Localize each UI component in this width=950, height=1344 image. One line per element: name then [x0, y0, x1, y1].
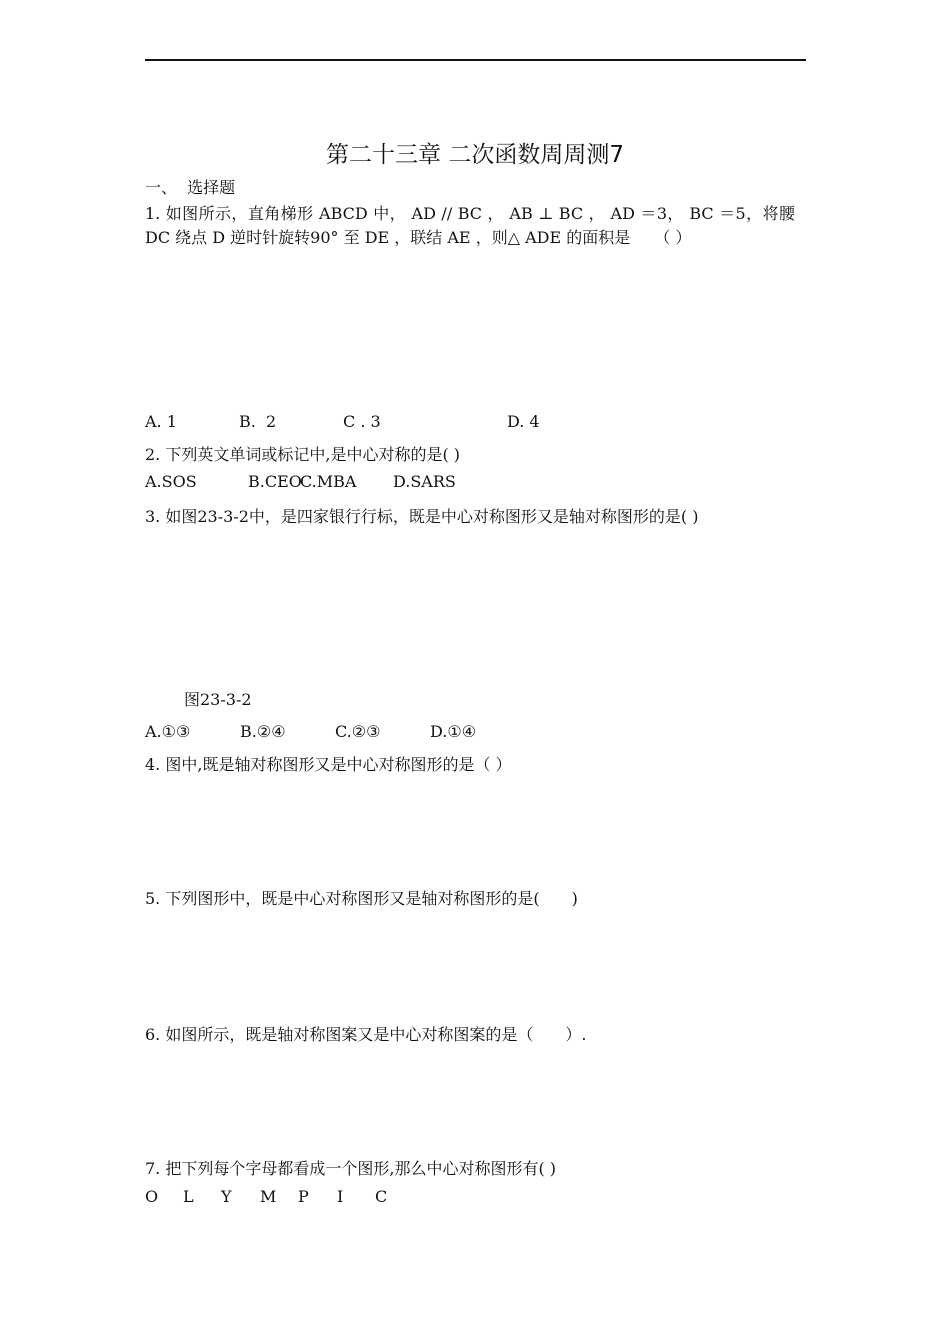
option-b: B.②④: [240, 722, 286, 741]
letter-item: I: [337, 1187, 344, 1206]
figure-caption: 图23-3-2: [184, 690, 252, 709]
header-rule: [145, 59, 806, 61]
option-d: D.①④: [430, 722, 477, 741]
letter-item: L: [183, 1187, 194, 1206]
option-d: D. 4: [507, 412, 540, 431]
option-c: C.MBA: [300, 472, 357, 491]
letter-item: C: [375, 1187, 388, 1206]
option-b: B. 2: [239, 412, 277, 431]
question-2-text: 2. 下列英文单词或标记中,是中心对称的是( ): [145, 445, 461, 464]
letter-item: M: [260, 1187, 277, 1206]
option-b: B.CEO: [248, 472, 302, 491]
option-a: A.SOS: [145, 472, 197, 491]
question-5-text: 5. 下列图形中，既是中心对称图形又是轴对称图形的是( ): [145, 889, 578, 908]
page-title: 第二十三章 二次函数周周测7: [326, 142, 624, 168]
question-1-text: 1. 如图所示，直角梯形 ABCD 中， AD // BC ， AB ⊥ BC ， AD ＝3， BC ＝5，将腰 DC 绕点 D 逆时针旋转90° 至 DE ，联结 AE ，则△ ADE 的面积是 （ ）: [145, 204, 795, 247]
letter-item: O: [145, 1187, 159, 1206]
question-4-text: 4. 图中,既是轴对称图形又是中心对称图形的是（ ）: [145, 755, 512, 774]
letter-item: P: [298, 1187, 309, 1206]
option-c: C.②③: [335, 722, 381, 741]
question-7-text: 7. 把下列每个字母都看成一个图形,那么中心对称图形有( ): [145, 1159, 557, 1178]
option-a: A. 1: [145, 412, 177, 431]
question-3-text: 3. 如图23-3-2中，是四家银行行标，既是中心对称图形又是轴对称图形的是( ): [145, 507, 699, 526]
letter-item: Y: [221, 1187, 232, 1206]
question-6-text: 6. 如图所示，既是轴对称图案又是中心对称图案的是（ ）.: [145, 1025, 587, 1044]
option-d: D.SARS: [393, 472, 456, 491]
option-c: C . 3: [343, 412, 381, 431]
option-a: A.①③: [145, 722, 191, 741]
section-heading: 一、 选择题: [145, 178, 236, 197]
